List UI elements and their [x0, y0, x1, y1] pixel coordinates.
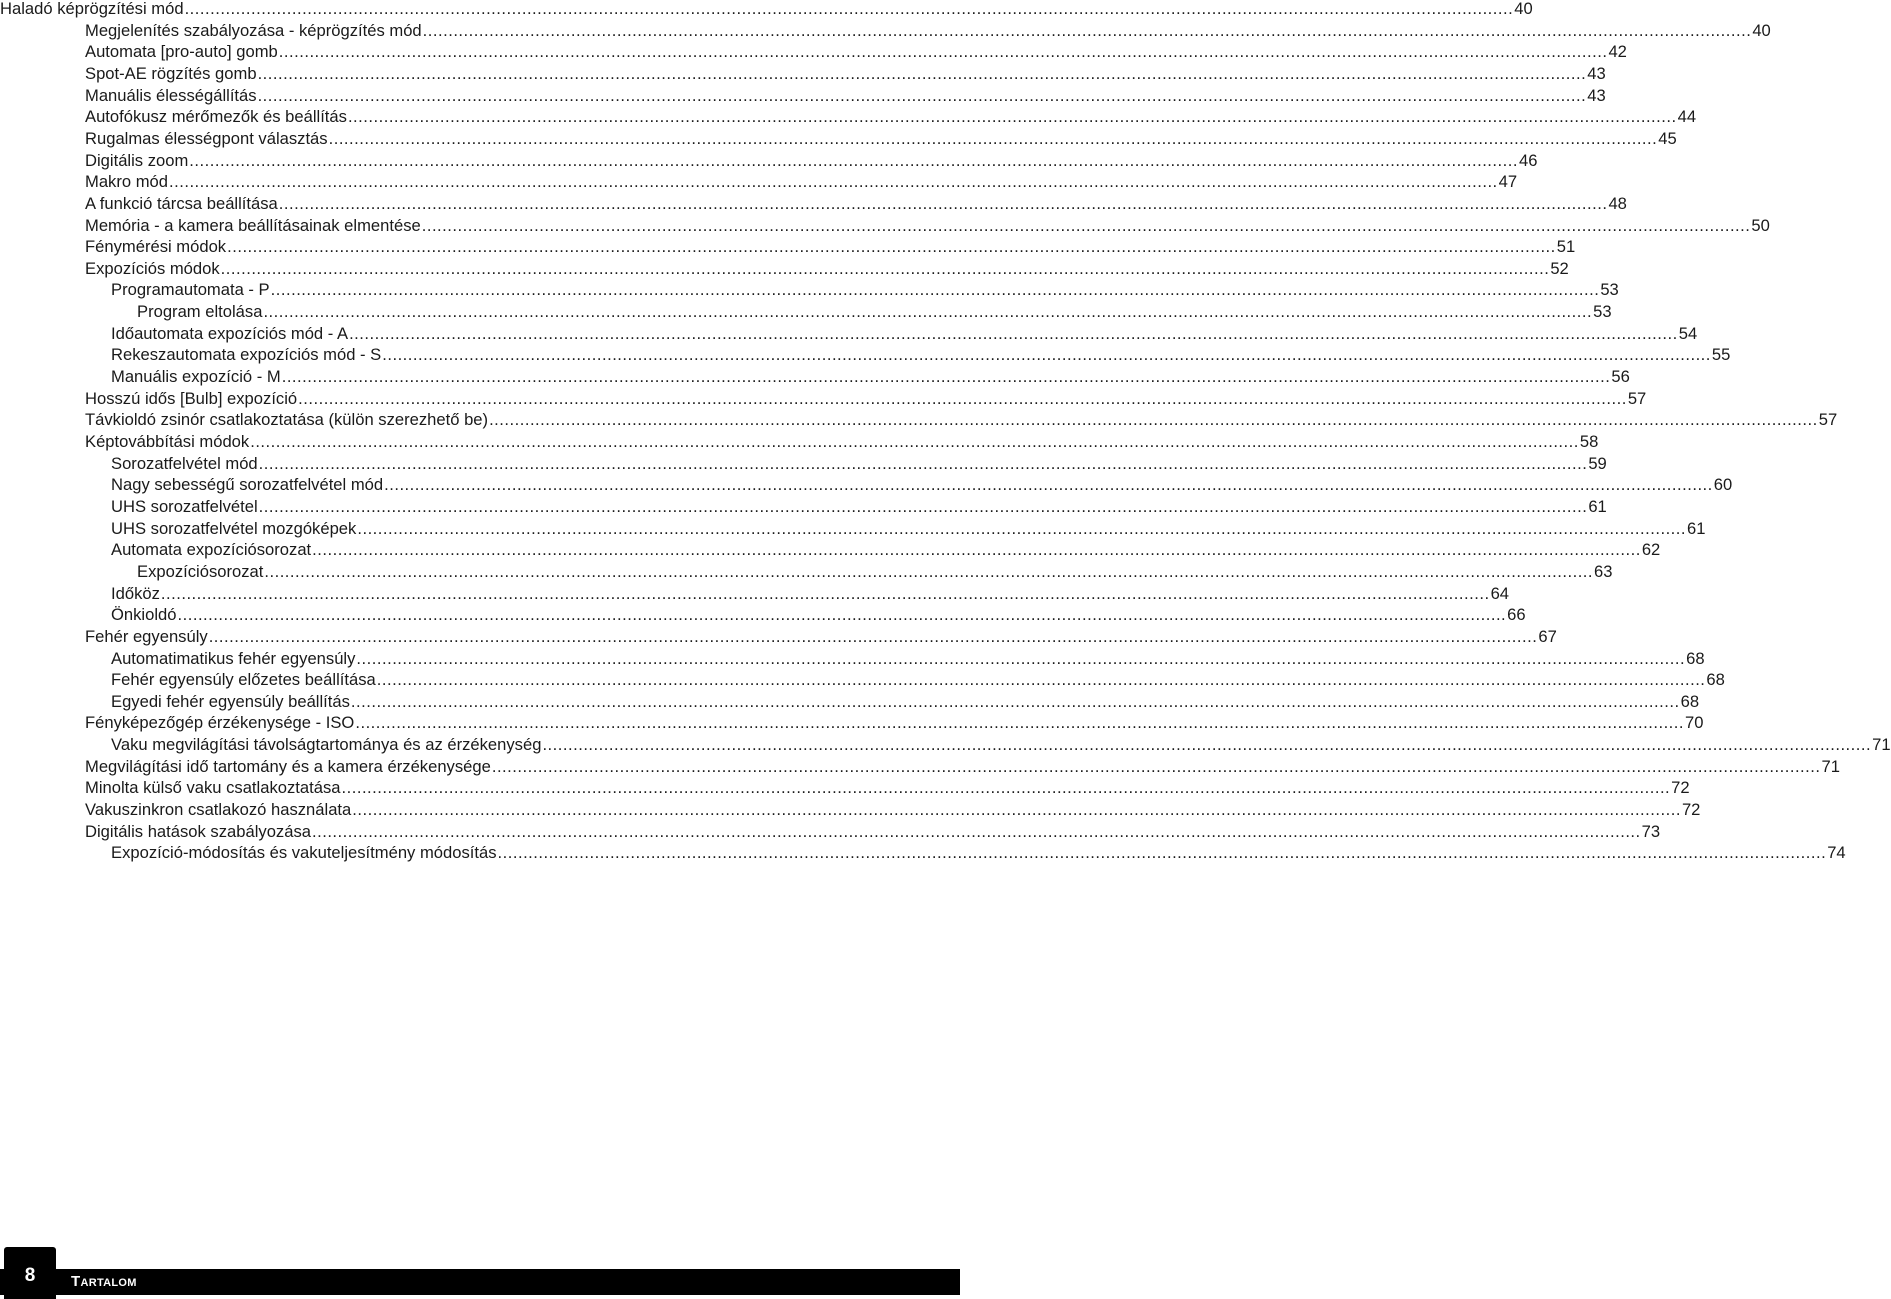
toc-dot-leader: ....................................................................................................................................................................................................................................................................	[382, 345, 1711, 365]
footer-bar	[0, 1269, 960, 1295]
toc-dot-leader: ....................................................................................................................................................................................................................................................................	[312, 540, 1641, 560]
toc-entry-title: Távkioldó zsinór csatlakoztatása (külön szerezhető be)	[85, 410, 489, 430]
toc-entry-page: 53	[1600, 280, 1619, 300]
toc-entry-title: Programautomata - P	[111, 280, 270, 300]
toc-entry-page: 52	[1550, 258, 1569, 278]
toc-entry	[85, 388, 1647, 410]
toc-entry-page: 68	[1706, 670, 1725, 690]
toc-dot-leader: ....................................................................................................................................................................................................................................................................	[227, 237, 1556, 257]
toc-entry-title: UHS sorozatfelvétel mozgóképek	[111, 518, 357, 538]
toc-dot-leader: ....................................................................................................................................................................................................................................................................	[169, 172, 1498, 192]
toc-entry	[111, 842, 1846, 864]
toc-entry-title: Fehér egyensúly előzetes beállítása	[111, 670, 376, 690]
toc-entry-title: Expozíció-módosítás és vakuteljesítmény módosítás	[111, 843, 497, 863]
toc-dot-leader: ....................................................................................................................................................................................................................................................................	[311, 821, 1641, 841]
toc-entry	[111, 279, 1619, 301]
toc-entry-page: 45	[1658, 128, 1677, 148]
toc-entry-page: 40	[1514, 0, 1533, 18]
toc-dot-leader: ....................................................................................................................................................................................................................................................................	[264, 561, 1594, 581]
toc-entry	[85, 626, 1557, 648]
toc-entry-title: Makro mód	[85, 172, 168, 192]
toc-entry	[85, 171, 1518, 193]
toc-dot-leader: ....................................................................................................................................................................................................................................................................	[542, 735, 1872, 755]
toc-dot-leader: ....................................................................................................................................................................................................................................................................	[349, 323, 1678, 343]
toc-entry-title: Képtovábbítási módok	[85, 432, 250, 451]
toc-entry-page: 43	[1587, 63, 1606, 83]
toc-entry-title: Minolta külső vaku csatlakoztatása	[85, 778, 341, 798]
toc-entry	[111, 366, 1630, 388]
toc-entry	[111, 518, 1706, 540]
toc-entry	[0, 0, 1533, 20]
toc-entry-page: 57	[1627, 388, 1647, 408]
toc-entry-page: 62	[1641, 540, 1661, 560]
toc-entry-title: Megjelenítés szabályozása - képrögzítés mód	[85, 20, 422, 40]
toc-entry-title: UHS sorozatfelvétel	[111, 496, 258, 516]
toc-entry-page: 43	[1587, 85, 1606, 105]
toc-entry-page: 67	[1538, 626, 1557, 646]
toc-entry	[111, 669, 1725, 691]
toc-entry-title: Nagy sebességű sorozatfelvétel mód	[111, 475, 384, 495]
toc-dot-leader: ....................................................................................................................................................................................................................................................................	[270, 280, 1600, 300]
toc-entry	[111, 496, 1607, 518]
toc-entry-title: Egyedi fehér egyensúly beállítás	[111, 691, 350, 711]
toc-entry-title: Sorozatfelvétel mód	[111, 453, 258, 473]
section-title: Tartalom	[71, 1273, 137, 1290]
toc-entry	[111, 474, 1733, 496]
toc-entry-title: Rugalmas élességpont választás	[85, 128, 328, 148]
toc-entry-page: 53	[1593, 302, 1612, 322]
toc-entry-page: 40	[1752, 20, 1771, 40]
toc-entry-page: 68	[1686, 648, 1705, 668]
toc-entry	[111, 734, 1891, 756]
toc-entry-page: 64	[1490, 583, 1510, 603]
toc-entry	[111, 323, 1698, 345]
toc-entry-page: 48	[1608, 193, 1627, 213]
toc-entry	[85, 63, 1606, 85]
toc-entry	[111, 691, 1700, 713]
toc-entry	[85, 128, 1677, 150]
toc-entry-title: Digitális zoom	[85, 150, 189, 170]
toc-entry	[85, 215, 1770, 237]
toc-entry-page: 71	[1872, 735, 1891, 755]
toc-entry-page: 72	[1681, 800, 1701, 820]
toc-dot-leader: ....................................................................................................................................................................................................................................................................	[278, 193, 1608, 213]
toc-dot-leader: ....................................................................................................................................................................................................................................................................	[328, 128, 1658, 148]
toc-entry-title: Hosszú idős [Bulb] expozíció	[85, 388, 298, 408]
toc-entry	[111, 648, 1705, 670]
toc-entry-page: 42	[1608, 42, 1627, 62]
toc-entry-page: 59	[1588, 453, 1607, 473]
toc-entry-page: 60	[1713, 475, 1733, 495]
page-footer	[0, 1247, 960, 1299]
toc-dot-leader: ....................................................................................................................................................................................................................................................................	[184, 0, 1514, 18]
toc-dot-leader: ....................................................................................................................................................................................................................................................................	[258, 453, 1588, 473]
toc-entry-page: 73	[1641, 821, 1661, 841]
toc-entry-page: 63	[1594, 561, 1613, 581]
toc-dot-leader: ....................................................................................................................................................................................................................................................................	[491, 756, 1821, 776]
toc-entry-page: 50	[1751, 215, 1770, 235]
page-number: 8	[4, 1247, 56, 1299]
toc-entry	[85, 821, 1661, 843]
toc-dot-leader: ....................................................................................................................................................................................................................................................................	[384, 475, 1713, 495]
toc-dot-leader: ....................................................................................................................................................................................................................................................................	[258, 496, 1588, 516]
toc-dot-leader: ....................................................................................................................................................................................................................................................................	[352, 800, 1681, 820]
toc-entry-page: 54	[1678, 323, 1698, 343]
toc-entry-title: Program eltolása	[137, 302, 263, 322]
toc-entry	[85, 799, 1701, 821]
toc-entry-page: 47	[1498, 172, 1518, 192]
toc-dot-leader: ....................................................................................................................................................................................................................................................................	[220, 258, 1550, 278]
toc-dot-leader: ....................................................................................................................................................................................................................................................................	[189, 150, 1518, 170]
toc-dot-leader: ....................................................................................................................................................................................................................................................................	[160, 583, 1490, 603]
toc-entry-page: 68	[1680, 691, 1700, 711]
toc-entry-title: Memória - a kamera beállításainak elmentése	[85, 215, 421, 235]
toc-dot-leader: ....................................................................................................................................................................................................................................................................	[250, 432, 1579, 451]
toc-entry-page: 58	[1579, 432, 1599, 451]
toc-entry-page: 72	[1671, 778, 1690, 798]
toc-entry-title: A funkció tárcsa beállítása	[85, 193, 278, 213]
toc-dot-leader: ....................................................................................................................................................................................................................................................................	[177, 605, 1507, 625]
toc-entry	[85, 41, 1627, 63]
toc-entry	[85, 150, 1538, 172]
toc-dot-leader: ....................................................................................................................................................................................................................................................................	[347, 107, 1677, 127]
toc-dot-leader: ....................................................................................................................................................................................................................................................................	[422, 20, 1752, 40]
toc-dot-leader: ....................................................................................................................................................................................................................................................................	[356, 648, 1686, 668]
toc-dot-leader: ....................................................................................................................................................................................................................................................................	[497, 843, 1827, 863]
toc-entry-title: Rekeszautomata expozíciós mód - S	[111, 345, 382, 365]
toc-entry-page: 51	[1556, 237, 1576, 257]
toc-entry	[85, 756, 1840, 778]
toc-entry-title: Manuális expozíció - M	[111, 367, 281, 387]
toc-entry-title: Digitális hatások szabályozása	[85, 821, 311, 841]
toc-entry	[85, 236, 1576, 258]
toc-dot-leader: ....................................................................................................................................................................................................................................................................	[281, 367, 1611, 387]
toc-entry-title: Fénymérési módok	[85, 237, 227, 257]
toc-entry-title: Fényképezőgép érzékenysége - ISO	[85, 713, 355, 733]
toc-entry-title: Vakuszinkron csatlakozó használata	[85, 800, 352, 820]
toc-entry-page: 46	[1518, 150, 1538, 170]
toc-entry-page: 71	[1821, 756, 1840, 776]
toc-entry-page: 66	[1507, 605, 1526, 625]
toc-dot-leader: ....................................................................................................................................................................................................................................................................	[489, 410, 1818, 430]
toc-entry-title: Automata [pro-auto] gomb	[85, 42, 278, 62]
toc-entry	[111, 604, 1526, 626]
toc-dot-leader: ....................................................................................................................................................................................................................................................................	[298, 388, 1627, 408]
toc-entry	[85, 777, 1690, 799]
toc-entry-page: 57	[1818, 410, 1838, 430]
toc-dot-leader: ....................................................................................................................................................................................................................................................................	[357, 518, 1687, 538]
toc-entry	[85, 106, 1697, 128]
toc-entry	[137, 301, 1612, 323]
toc-entry	[111, 539, 1661, 561]
toc-entry	[85, 409, 1838, 431]
toc-entry-title: Expozíciósorozat	[137, 561, 264, 581]
toc-entry	[85, 258, 1569, 280]
toc-entry-page: 56	[1611, 367, 1630, 387]
toc-entry-title: Automata expozíciósorozat	[111, 540, 312, 560]
toc-entry-title: Vaku megvilágítási távolságtartománya és az érzékenység	[111, 735, 542, 755]
toc-entry	[85, 20, 1771, 42]
toc-dot-leader: ....................................................................................................................................................................................................................................................................	[376, 670, 1706, 690]
toc-entry-page: 61	[1588, 496, 1607, 516]
toc-entry-title: Expozíciós módok	[85, 258, 220, 278]
toc-entry-title: Önkioldó	[111, 605, 177, 625]
toc-entry	[85, 431, 1599, 453]
toc-dot-leader: ....................................................................................................................................................................................................................................................................	[421, 215, 1751, 235]
toc-entry-title: Manuális élességállítás	[85, 85, 257, 105]
toc-entry	[85, 193, 1627, 215]
toc-entry	[111, 583, 1510, 605]
toc-dot-leader: ....................................................................................................................................................................................................................................................................	[263, 302, 1593, 322]
toc-entry-title: Automatimatikus fehér egyensúly	[111, 648, 356, 668]
toc-entry	[137, 561, 1613, 583]
toc-entry-title: Megvilágítási idő tartomány és a kamera érzékenysége	[85, 756, 491, 776]
toc-entry-page: 74	[1827, 843, 1846, 863]
toc-dot-leader: ....................................................................................................................................................................................................................................................................	[278, 42, 1608, 62]
toc-entry-title: Fehér egyensúly	[85, 626, 208, 646]
toc-entry-page: 44	[1677, 107, 1697, 127]
toc-entry-page: 55	[1711, 345, 1731, 365]
toc-entry-title: Autofókusz mérőmezők és beállítás	[85, 107, 347, 127]
toc-dot-leader: ....................................................................................................................................................................................................................................................................	[257, 63, 1587, 83]
toc-entry-page: 70	[1685, 713, 1704, 733]
toc-entry-title: Időautomata expozíciós mód - A	[111, 323, 349, 343]
toc-entry-title: Időköz	[111, 583, 160, 603]
toc-entry-page: 61	[1687, 518, 1706, 538]
toc-dot-leader: ....................................................................................................................................................................................................................................................................	[355, 713, 1685, 733]
toc-entry	[111, 453, 1607, 475]
toc-entry	[111, 344, 1731, 366]
toc-entry	[85, 712, 1704, 734]
toc-dot-leader: ....................................................................................................................................................................................................................................................................	[208, 626, 1538, 646]
toc-entry	[85, 85, 1606, 107]
toc-dot-leader: ....................................................................................................................................................................................................................................................................	[350, 691, 1680, 711]
toc-dot-leader: ....................................................................................................................................................................................................................................................................	[257, 85, 1587, 105]
toc-dot-leader: ....................................................................................................................................................................................................................................................................	[341, 778, 1671, 798]
toc-entry-title: Spot-AE rögzítés gomb	[85, 63, 257, 83]
toc-entry-title: Haladó képrögzítési mód	[0, 0, 184, 18]
